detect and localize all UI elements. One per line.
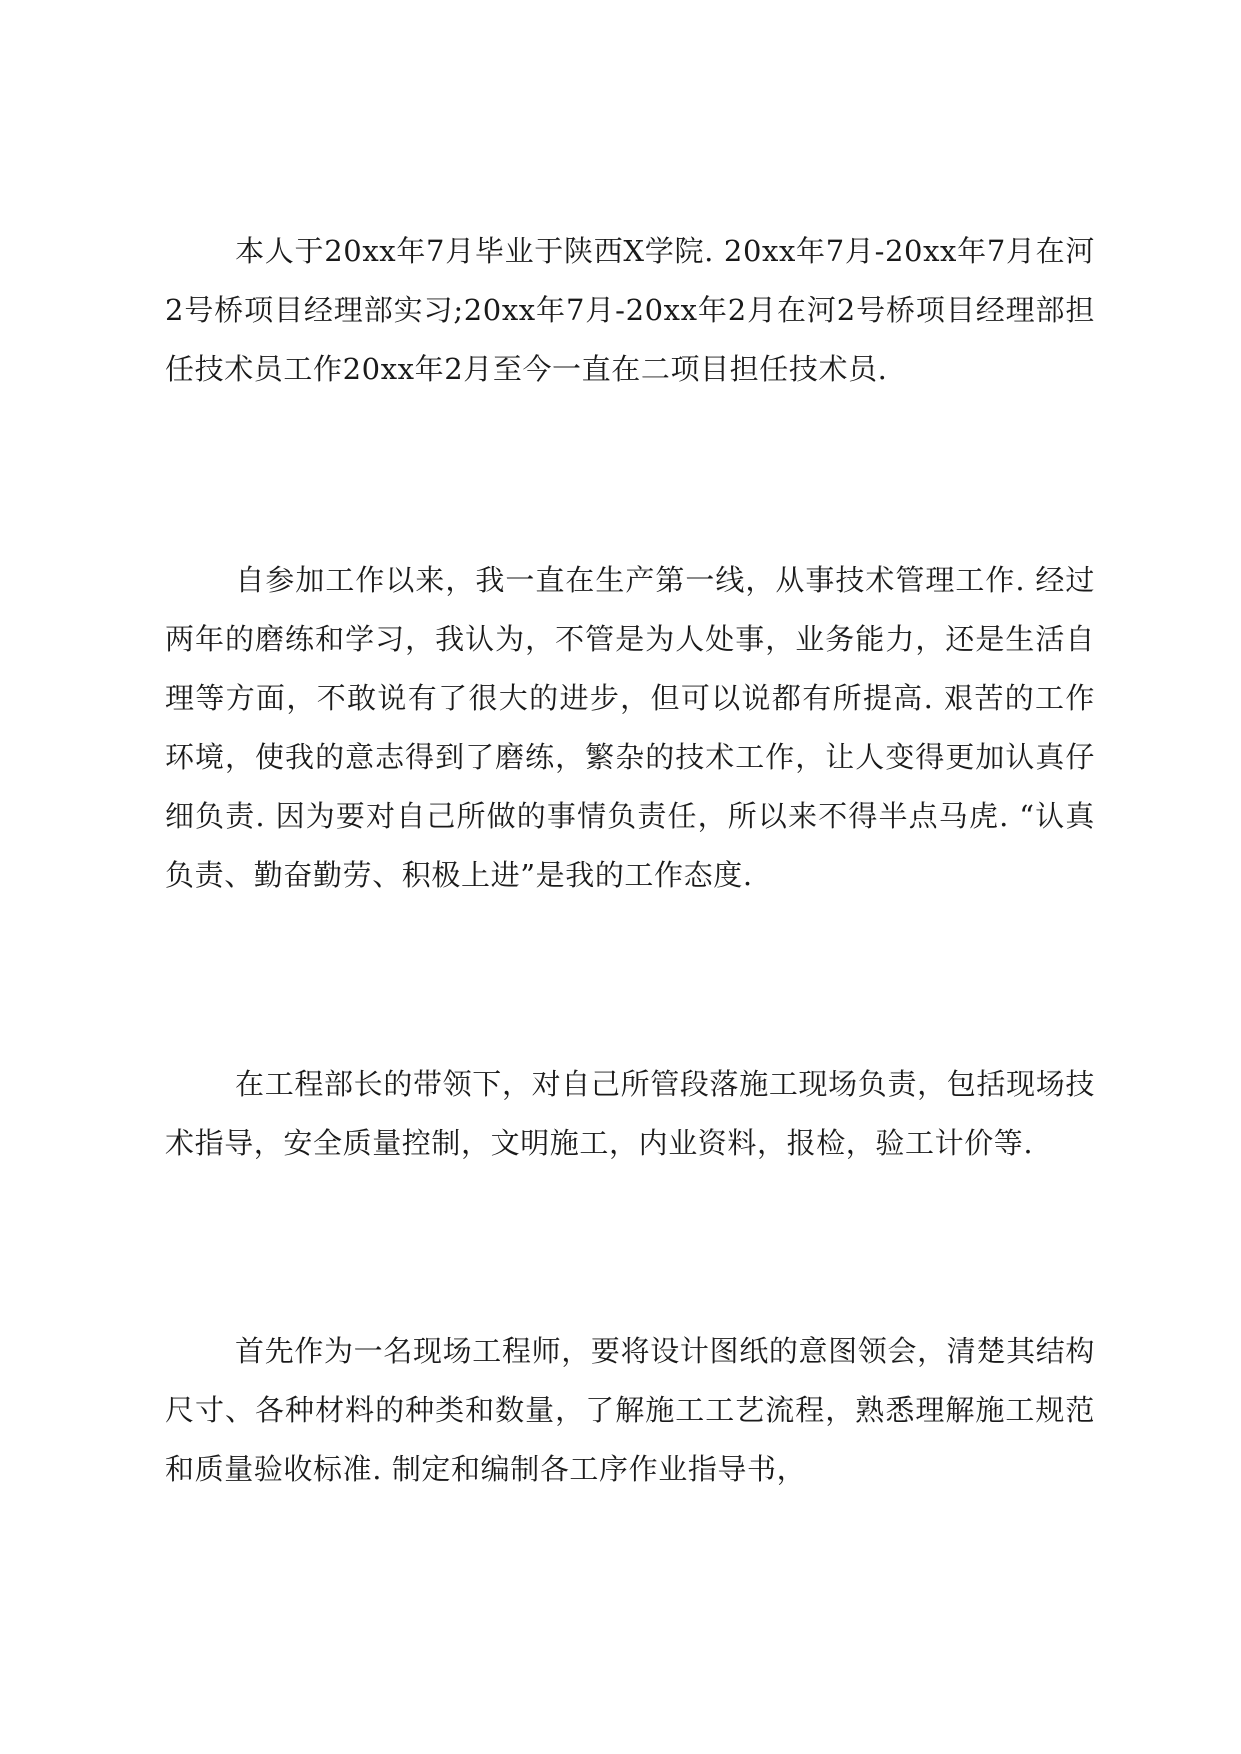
paragraph-text: 自参加工作以来，我一直在生产第一线，从事技术管理工作. 经过两年的磨练和学习，我认为，不管是为人处事，业务能力，还是生活自理等方面，不敢说有了很大的进步，但可以说都有所提高. 艰苦的工作环境，使我的意志得到了磨练，繁杂的技术工作，让人变得更加认真仔细负责. 因为要对自己所做的事情负责任，所以来不得半点马虎. “认真负责、勤奋勤劳、积极上进”是我的工作态度. xyxy=(165,563,1096,892)
paragraph-text: 首先作为一名现场工程师，要将设计图纸的意图领会，清楚其结构尺寸、各种材料的种类和数量，了解施工工艺流程，熟悉理解施工规范和质量验收标准. 制定和编制各工序作业指导书， xyxy=(165,1334,1095,1486)
paragraph-text: 在工程部长的带领下，对自己所管段落施工现场负责，包括现场技术指导，安全质量控制，文明施工，内业资料，报检，验工计价等. xyxy=(165,1067,1095,1160)
paragraph-responsibilities xyxy=(165,1055,1095,1173)
paragraph-site-engineer xyxy=(165,1322,1095,1499)
paragraph-text: 本人于20xx年7月毕业于陕西X学院. 20xx年7月-20xx年7月在河2号桥项目经理部实习;20xx年7月-20xx年2月在河2号桥项目经理部担任技术员工作20xx年2月至今一直在二项目担任技术员. xyxy=(165,234,1095,386)
paragraph-education-work-history xyxy=(165,222,1095,399)
paragraph-work-attitude xyxy=(165,551,1095,905)
